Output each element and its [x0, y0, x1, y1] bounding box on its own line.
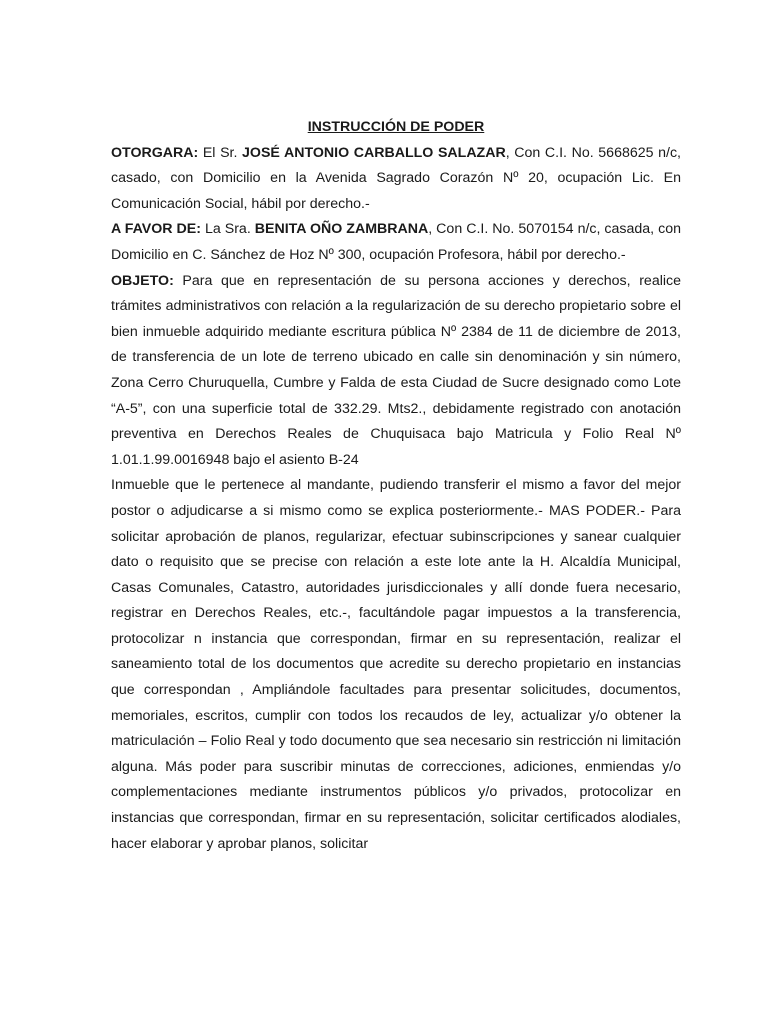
a-favor-paragraph: [111, 217, 681, 268]
otorgara-label: OTORGARA:: [111, 144, 199, 161]
document-content: [111, 115, 681, 857]
a-favor-name: BENITA OÑO ZAMBRANA: [254, 221, 429, 238]
a-favor-label: A FAVOR DE:: [111, 221, 201, 238]
objeto-text: Para que en representación de su persona acciones y derechos, realice trámites administrativos con relación a la regularización de su derecho propietario sobre el bien inmueble adquirido mediante escritura pública Nº 2384 de 11 de diciembre de 2013, de transferencia de un lote de terreno ubicado en calle sin denominación y sin número, Zona Cerro Churuquella, Cumbre y Falda de esta Ciudad de Sucre designado como Lote “A-5”, con una superficie total de 332.29. Mts2., debidamente registrado con anotación preventiva en Derechos Reales de Chuquisaca bajo Matricula y Folio Real Nº 1.01.1.99.0016948 bajo el asiento B-24: [111, 272, 681, 468]
otorgara-pre: El Sr.: [198, 144, 243, 161]
objeto-paragraph: [111, 269, 681, 474]
otorgara-name: JOSÉ ANTONIO CARBALLO SALAZAR: [242, 144, 506, 161]
body-paragraph: Inmueble que le pertenece al mandante, pudiendo transferir el mismo a favor del mejor postor o adjudicarse a si mismo como se explica posteriormente.- MAS PODER.- Para solicitar aprobación de planos, regularizar, efectuar subinscripciones y sanear cualquier dato o requisito que se precise con relación a este lote ante la H. Alcaldía Municipal, Casas Comunales, Catastro, autoridades jurisdiccionales y allí donde fuera necesario, registrar en Derechos Reales, etc.-, facultándole pagar impuestos a la transferencia, protocolizar n instancia que correspondan, firmar en su representación, realizar el saneamiento total de los documentos que acredite su derecho propietario en instancias que correspondan , Ampliándole facultades para presentar solicitudes, documentos, memoriales, escritos, cumplir con todos los recaudos de ley, actualizar y/o obtener la matriculación – Folio Real y todo documento que sea necesario sin restricción ni limitación alguna. Más poder para suscribir minutas de correcciones, adiciones, enmiendas y/o complementaciones mediante instrumentos públicos y/o privados, protocolizar en instancias que correspondan, firmar en su representación, solicitar certificados alodiales, hacer elaborar y aprobar planos, solicitar: [111, 477, 681, 852]
otorgara-text: , Con C.I. No. 5668625 n/c, casado, con Domicilio en la Avenida Sagrado Corazón Nº 20, ocupación Lic. En Comunicación Social, hábil por derecho.-: [111, 144, 681, 212]
a-favor-pre: La Sra.: [200, 221, 255, 238]
otorgara-paragraph: [111, 141, 681, 218]
document-title: INSTRUCCIÓN DE PODER: [307, 119, 485, 135]
objeto-label: OBJETO:: [111, 272, 174, 289]
a-favor-text: , Con C.I. No. 5070154 n/c, casada, con Domicilio en C. Sánchez de Hoz Nº 300, ocupación Profesora, hábil por derecho.-: [111, 221, 681, 263]
